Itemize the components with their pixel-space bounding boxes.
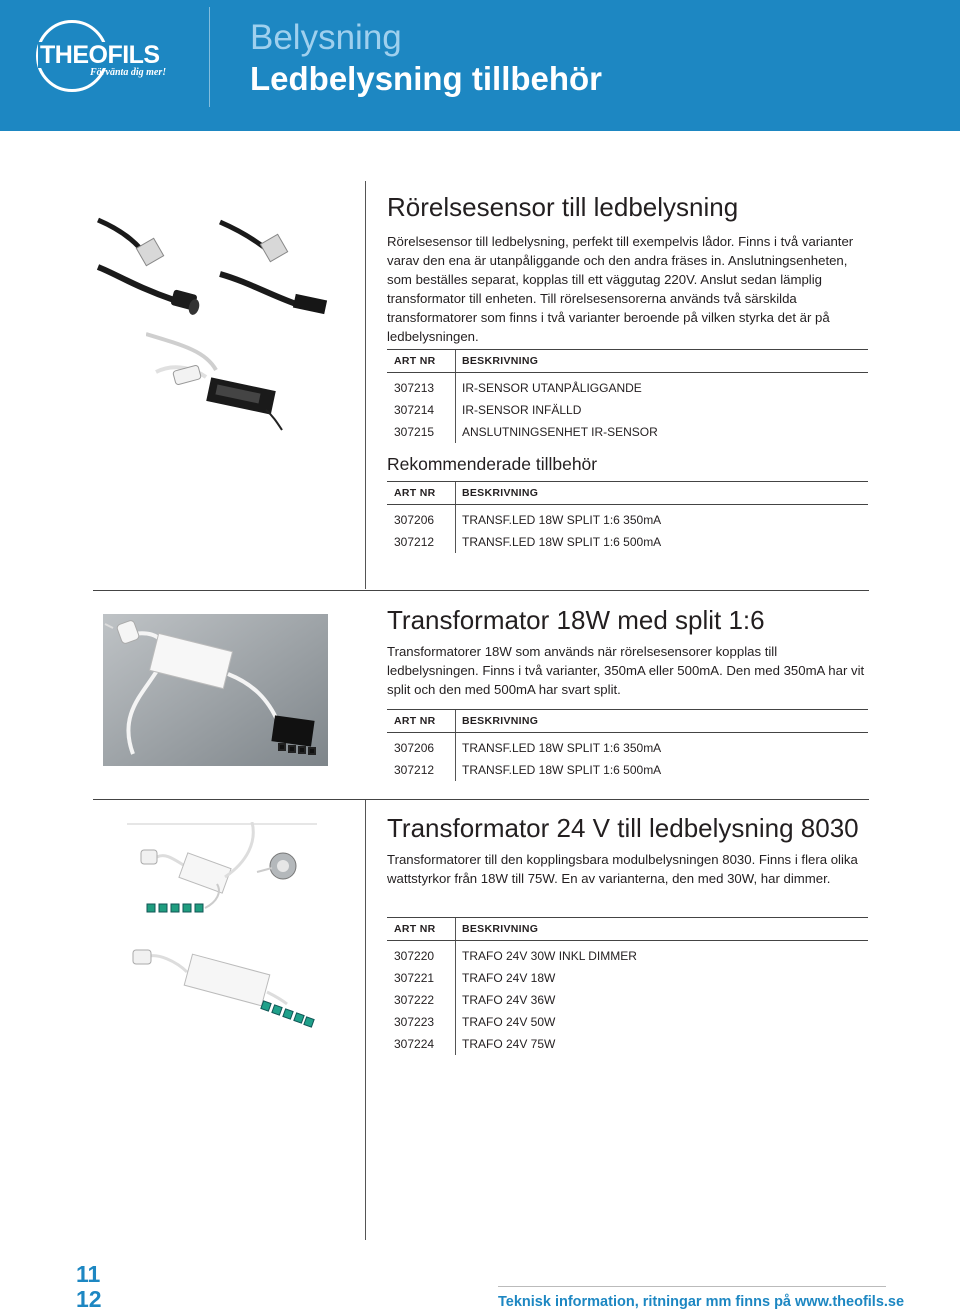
section3-title: Transformator 24 V till ledbelysning 8030 [387,813,859,843]
description: TRAFO 24V 18W [462,971,556,985]
section1-table [387,349,868,443]
header-divider [209,7,210,107]
sensor-surface-photo [96,212,211,327]
col-description: BESKRIVNING [462,715,539,727]
section2-table [387,709,868,781]
art-number: 307215 [394,425,435,439]
page-number-left: 11 [76,1261,101,1287]
table-row [387,377,868,399]
description: ANSLUTNINGSENHET IR-SENSOR [462,425,658,439]
transformer-24v-photo [127,932,317,1032]
table-header [387,917,868,941]
table-row [387,945,868,967]
section1-left-rule [365,181,366,589]
footer-website-link[interactable]: Teknisk information, ritningar mm finns på www.theofils.se [498,1294,905,1310]
description: IR-SENSOR UTANPÅLIGGANDE [462,381,642,395]
section2-title: Transformator 18W med split 1:6 [387,605,765,635]
page-title: Ledbelysning tillbehör [250,60,603,97]
table-row [387,989,868,1011]
connection-unit-photo [146,332,284,432]
art-number: 307222 [394,993,435,1007]
table-row [387,967,868,989]
table-header [387,709,868,733]
description: TRAFO 24V 75W [462,1037,556,1051]
description: TRAFO 24V 50W [462,1015,556,1029]
table-row [387,399,868,421]
art-number: 307213 [394,381,435,395]
section1-body: Rörelsesensor till ledbelysning, perfekt till exempelvis lådor. Finns i två varianter varav den ena är utanpåliggande och den andra fräses in. Anslutningsenheten, som beställes separat, kopplas till ett väggutag 220V. Anslut sedan lämplig transformator till enheten. Till rörelsesensorerna används två särskilda transformatorer som finns i två varianter beroende på vilken styrka det är på ledbelysningen. [387,234,854,344]
description: TRANSF.LED 18W SPLIT 1:6 350mA [462,513,662,527]
art-number: 307223 [394,1015,435,1029]
art-number: 307206 [394,741,435,755]
table-row [387,759,868,781]
table-row [387,1033,868,1055]
section3-top-rule [93,799,869,800]
description: TRAFO 24V 30W INKL DIMMER [462,949,637,963]
art-number: 307220 [394,949,435,963]
table-header [387,481,868,505]
col-description: BESKRIVNING [462,487,539,499]
art-number: 307214 [394,403,435,417]
description: TRANSF.LED 18W SPLIT 1:6 500mA [462,763,662,777]
logo-text: THEOFILS [40,41,160,69]
art-number: 307206 [394,513,435,527]
art-number: 307224 [394,1037,435,1051]
table-row [387,421,868,443]
section1-title: Rörelsesensor till ledbelysning [387,192,739,222]
table-header [387,349,868,373]
col-art-nr: ART NR [394,715,436,727]
col-art-nr: ART NR [394,923,436,935]
art-number: 307212 [394,763,435,777]
footer-rule [498,1286,886,1287]
sensor-recessed-photo [218,212,333,327]
table-row [387,1011,868,1033]
description: TRANSF.LED 18W SPLIT 1:6 500mA [462,535,662,549]
logo-tagline: Förvänta dig mer! [90,67,167,78]
description: TRAFO 24V 36W [462,993,556,1007]
description: IR-SENSOR INFÄLLD [462,403,582,417]
art-number: 307221 [394,971,435,985]
col-art-nr: ART NR [394,355,436,367]
page-number-right: 12 [76,1286,102,1312]
section3-table [387,917,868,1055]
transformer-18w-photo [103,614,328,766]
col-art-nr: ART NR [394,487,436,499]
category-title: Belysning [250,18,402,57]
recommended-table [387,481,868,553]
col-description: BESKRIVNING [462,355,539,367]
col-description: BESKRIVNING [462,923,539,935]
section3-left-rule [365,800,366,1240]
section2-body: Transformatorer 18W som används när rörelsesensorer kopplas till ledbelysningen. Finns i två varianter, 350mA eller 500mA. Den med 350mA har vit split och den med 500mA har svart split. [387,644,865,697]
theofils-logo[interactable] [26,18,191,94]
transformer-30w-dimmer-photo [127,822,317,927]
section2-top-rule [93,590,869,591]
art-number: 307212 [394,535,435,549]
table-row [387,509,868,531]
page-header [0,0,960,131]
table-row [387,737,868,759]
table-row [387,531,868,553]
recommended-title: Rekommenderade tillbehör [387,454,598,474]
section3-body: Transformatorer till den kopplingsbara modulbelysningen 8030. Finns i flera olika wattstyrkor från 18W till 75W. En av varianterna, den med 30W, har dimmer. [387,852,858,886]
description: TRANSF.LED 18W SPLIT 1:6 350mA [462,741,662,755]
